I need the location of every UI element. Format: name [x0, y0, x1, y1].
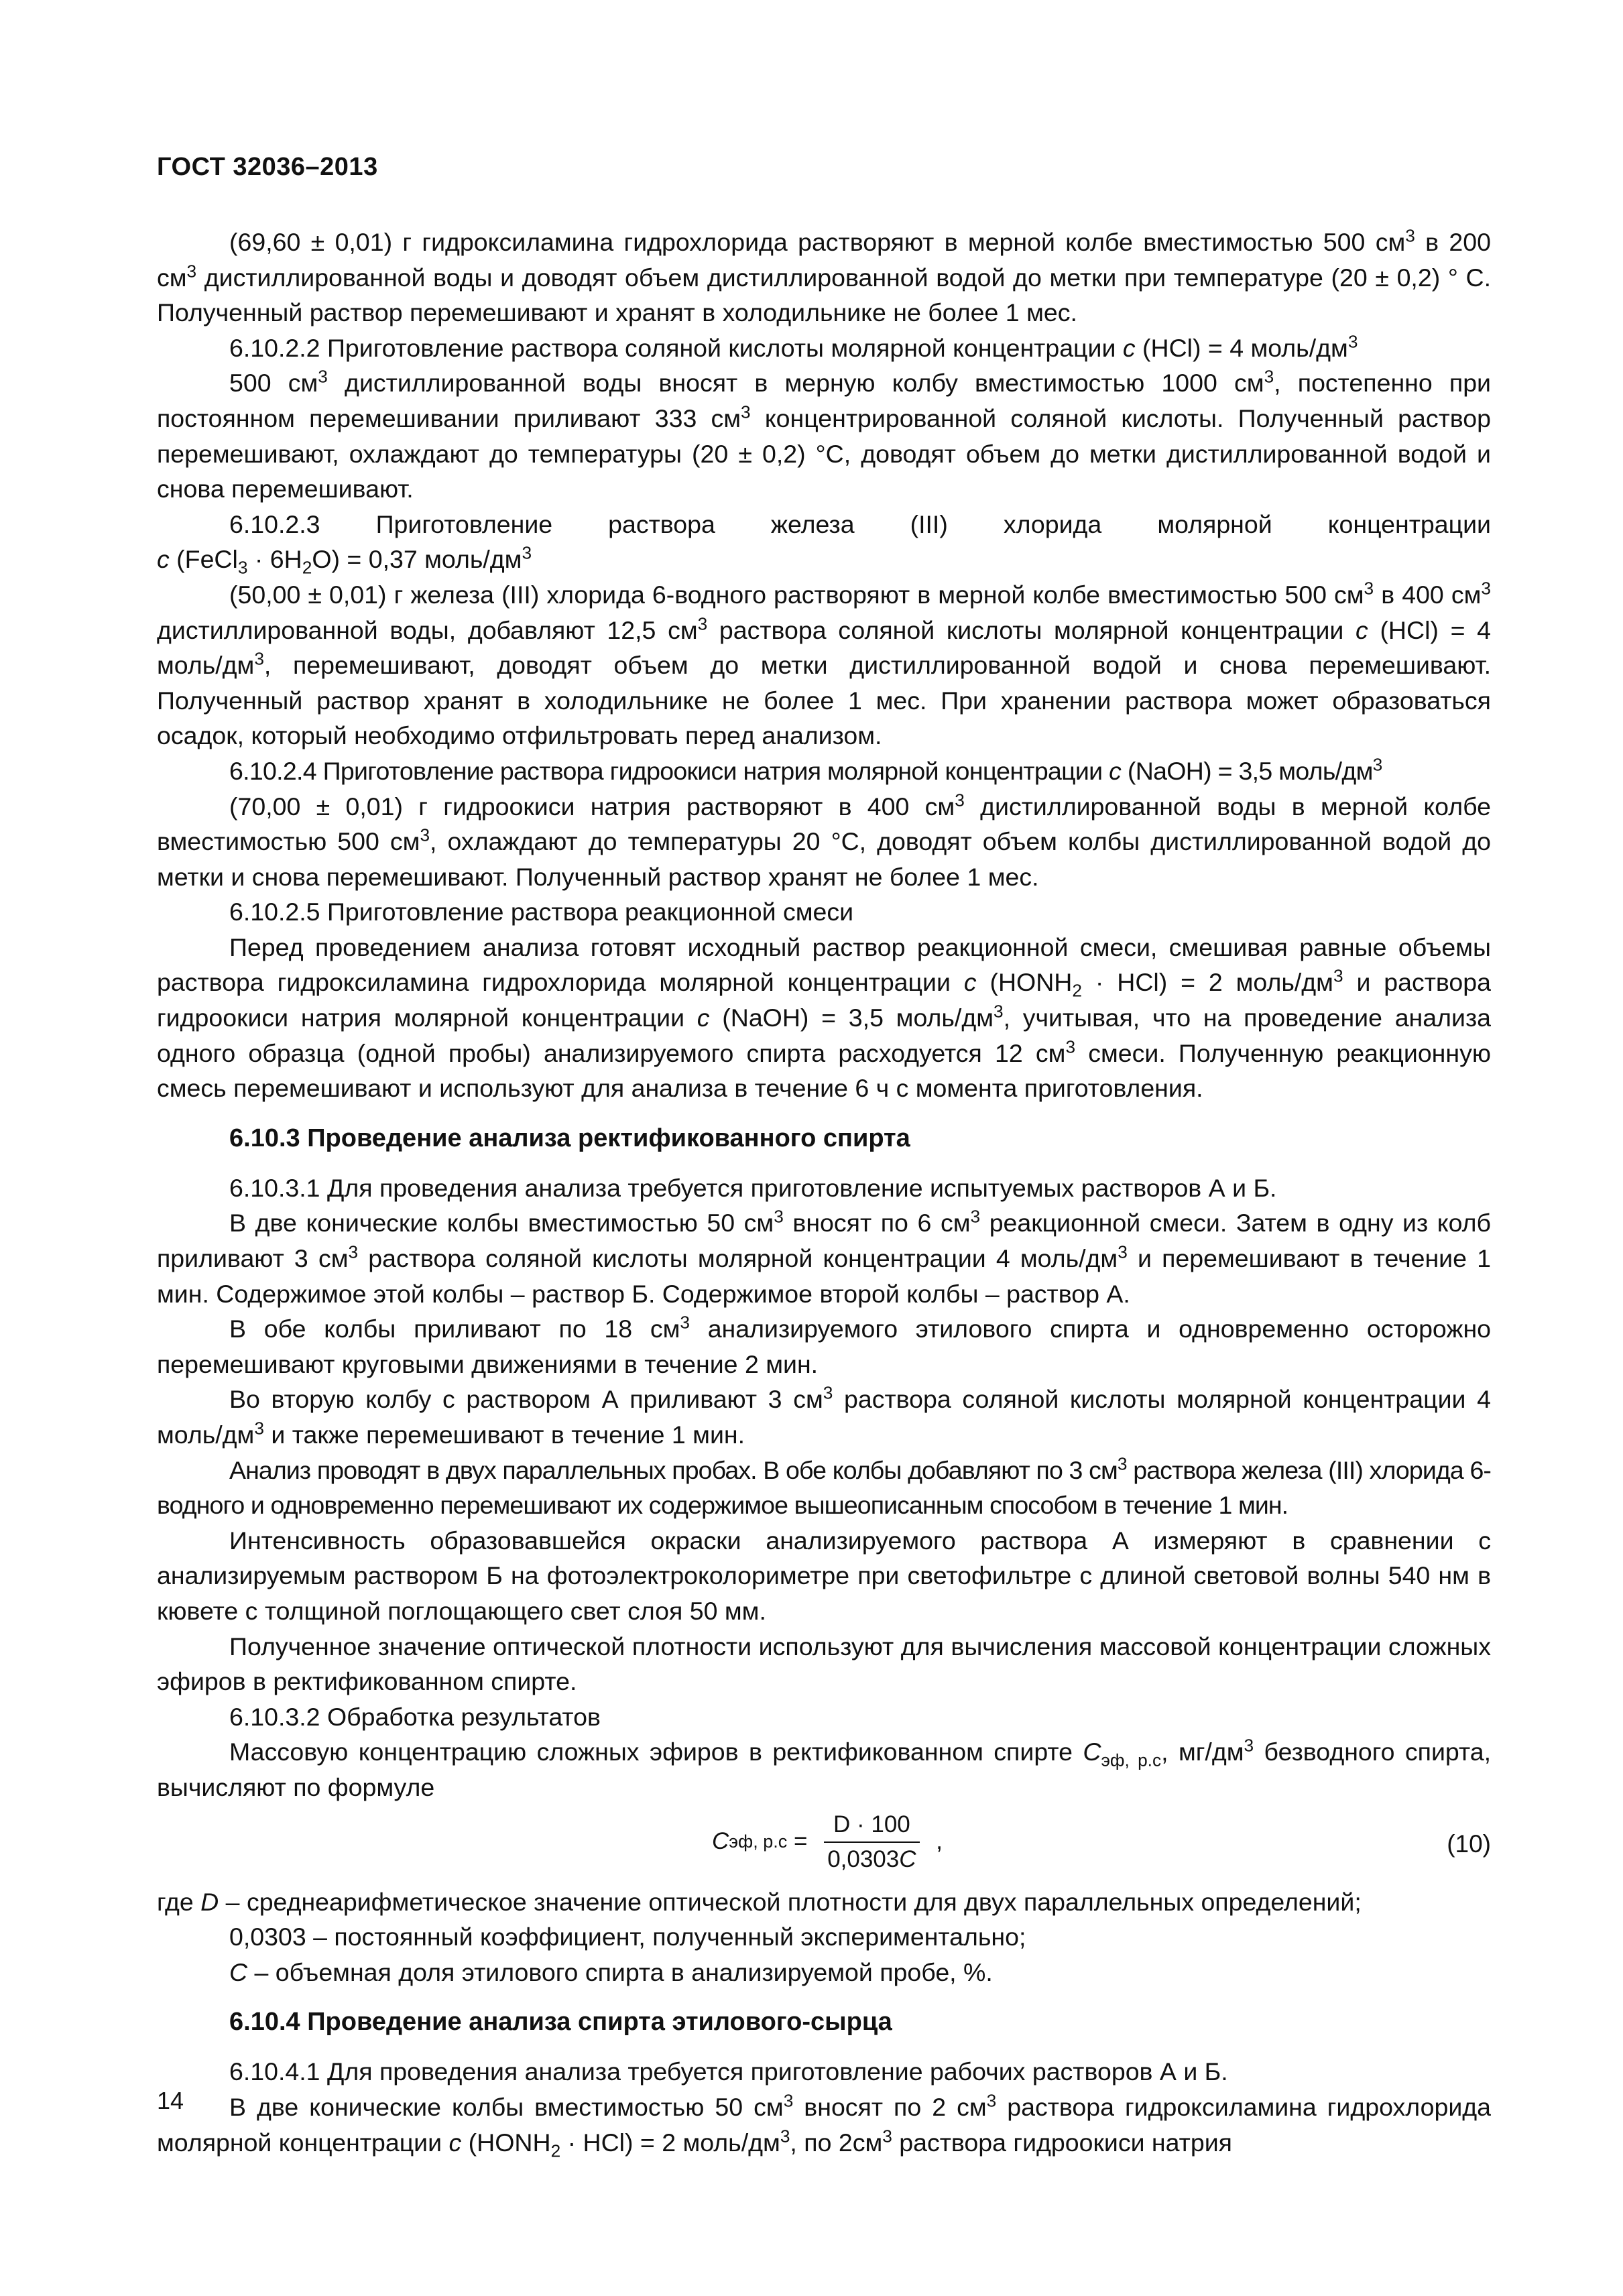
text-run: (NaOH) = 3,5 моль/дм	[709, 1004, 994, 1032]
formula	[712, 1809, 943, 1875]
formula-fraction	[818, 1809, 925, 1875]
text-run: Анализ проводят в двух параллельных пробах. В обе колбы добавляют по 3 см	[229, 1455, 1118, 1484]
paragraph	[157, 1734, 1491, 1805]
text-run: дистиллированной воды и доводят объем дистиллированной водой до метки при температуре (20 ± 0,2) ° С. Полученный раствор перемешивают и хранят в холодильнике не более 1 мес.	[157, 263, 1491, 327]
formula-numerator	[824, 1809, 920, 1843]
formula-lhs: C	[712, 1828, 729, 1855]
superscript: 3	[823, 1382, 833, 1403]
superscript: 3	[1118, 1242, 1128, 1262]
superscript: 3	[680, 1312, 690, 1333]
text-run: – среднеарифметическое значение оптической плотности для двух параллельных определений;	[219, 1887, 1362, 1916]
text-run: 6.10.2.2 Приготовление раствора соляной кислоты молярной концентрации	[229, 333, 1123, 362]
text-run: · 6H	[247, 545, 302, 574]
document-code-header: ГОСТ 32036–2013	[157, 153, 378, 181]
text-run: 6.10.2.4 Приготовление раствора гидроокиси натрия молярной концентрации	[229, 756, 1109, 785]
variable: C	[229, 1957, 248, 1986]
text-run: и раствора гидроокиси натрия молярной концентрации	[157, 968, 1491, 1032]
superscript: 3	[1065, 1036, 1076, 1057]
text-run: В обе колбы приливают по 18 см	[229, 1315, 680, 1343]
text-run: Во вторую колбу с раствором А приливают 3 см	[229, 1385, 823, 1414]
superscript: 3	[1347, 331, 1358, 352]
text-run: Массовую концентрацию сложных эфиров в ректификованном спирте	[229, 1738, 1083, 1766]
superscript: 3	[1481, 578, 1491, 599]
variable: c	[157, 545, 170, 574]
superscript: 3	[186, 261, 197, 282]
text-run: концентрированной соляной кислоты. Полученный раствор перемешивают, охлаждают до температуры (20 ± 0,2) °С, доводят объем до метки дистиллированной водой и снова перемешивают.	[157, 404, 1491, 503]
equation-number: (10)	[1447, 1829, 1491, 1858]
paragraph	[157, 577, 1491, 753]
paragraph	[157, 1955, 1491, 1990]
denominator-number: 0,0303	[827, 1846, 900, 1872]
text-run: , мг/дм	[1161, 1738, 1244, 1766]
superscript: 3	[1264, 366, 1274, 387]
text-run: раствора гидроокиси натрия	[892, 2128, 1232, 2157]
text-run: реакционной смеси. Затем в одну из колб приливают 3 см	[157, 1209, 1491, 1273]
paragraph	[157, 930, 1491, 1106]
text-run: 6.10.2.3 Приготовление раствора железа (III) хлорида молярной концентрации	[229, 509, 1491, 538]
paragraph: 6.10.2.5 Приготовление раствора реакционной смеси	[229, 898, 854, 926]
superscript: 3	[970, 1206, 981, 1227]
superscript: 3	[882, 2126, 892, 2146]
superscript: 3	[741, 402, 751, 422]
superscript: 3	[697, 613, 708, 634]
paragraph	[157, 365, 1491, 506]
text-run: · HCl) = 2 моль/дм	[1081, 968, 1333, 997]
text-run: (HONH	[976, 968, 1073, 997]
section-heading: 6.10.4 Проведение анализа спирта этилового-сырца	[229, 2008, 892, 2037]
variable: c	[1356, 615, 1368, 644]
paragraph	[157, 507, 1491, 542]
variable: c	[1109, 756, 1122, 785]
variable: c	[1122, 333, 1136, 362]
text-run: раствора железа (III) хлорида 6-водного и одновременно перемешивают их содержимое вышеописанным способом в течение 1 мин.	[157, 1455, 1491, 1520]
superscript: 3	[318, 366, 328, 387]
superscript: 3	[522, 542, 532, 563]
text-run: (69,60 ± 0,01) г гидроксиламина гидрохлорида растворяют в мерной колбе вместимостью 500 см	[229, 228, 1406, 256]
superscript: 3	[783, 2090, 794, 2111]
superscript: 3	[1244, 1735, 1254, 1756]
variable: c	[697, 1004, 710, 1032]
paragraph	[157, 1884, 1491, 1920]
text-run: (50,00 ± 0,01) г железа (III) хлорида 6-водного растворяют в мерной колбе вместимостью 500 см	[229, 580, 1364, 609]
text-run: дистиллированной воды, добавляют 12,5 см	[157, 615, 698, 644]
superscript: 3	[420, 825, 430, 845]
paragraph	[157, 2090, 1491, 2160]
paragraph	[157, 1453, 1491, 1523]
subscript: 3	[237, 557, 248, 578]
paragraph: 6.10.3.2 Обработка результатов	[229, 1702, 601, 1731]
text-run: и перемешивают в течение 1 мин. Содержимое этой колбы – раствор Б. Содержимое второй колбы – раствор А.	[157, 1244, 1492, 1308]
subscript: 2	[302, 557, 312, 578]
superscript: 3	[986, 2090, 997, 2111]
text-run: В две конические колбы вместимостью 50 см	[229, 2092, 784, 2121]
text-run: (HCl) = 4 моль/дм	[157, 615, 1492, 680]
text-run: раствора соляной кислоты молярной концентрации	[707, 615, 1356, 644]
paragraph: Интенсивность образовавшейся окраски анализируемого раствора А измеряют в сравнении с анализируемым раствором Б на фотоэлектроколориметре при светофильтре с длиной световой волны 540 нм в кювете с толщиной поглощающего свет слоя 50 мм.	[157, 1526, 1491, 1625]
text-run: дистиллированной воды в мерной колбе вместимостью 500 см	[157, 792, 1491, 856]
paragraph	[157, 1205, 1491, 1311]
denominator-variable: C	[899, 1846, 916, 1872]
text-run: вносят по 2 см	[793, 2092, 987, 2121]
text-run: (FeCl	[169, 545, 238, 574]
variable: D	[200, 1887, 219, 1916]
text-run: раствора соляной кислоты молярной концентрации 4 моль/дм	[358, 1244, 1118, 1273]
text-run: Перед проведением анализа готовят исходный раствор реакционной смеси, смешивая равные объемы раствора гидроксиламина гидрохлорида молярной концентрации	[157, 932, 1491, 997]
subscript: 2	[550, 2140, 561, 2161]
text-run: вносят по 6 см	[783, 1209, 971, 1237]
paragraph: 6.10.4.1 Для проведения анализа требуется приготовление рабочих растворов А и Б.	[229, 2057, 1228, 2086]
superscript: 3	[774, 1206, 784, 1227]
text-run: в 200 см	[157, 228, 1492, 292]
paragraph: 0,0303 – постоянный коэффициент, полученный экспериментально;	[229, 1923, 1026, 1951]
text-run: · HCl) = 2 моль/дм	[560, 2128, 780, 2157]
superscript: 3	[1333, 965, 1343, 986]
text-run: , по 2см	[790, 2128, 883, 2157]
paragraph	[157, 1382, 1491, 1452]
text-run: , учитывая, что на проведение анализа одного образца (одной пробы) анализируемого спирта расходуется 12 см	[157, 1004, 1491, 1067]
variable: C	[1083, 1738, 1101, 1766]
paragraph: Полученное значение оптической плотности используют для вычисления массовой концентрации сложных эфиров в ректификованном спирте.	[157, 1632, 1491, 1696]
superscript: 3	[1372, 754, 1382, 775]
text-run: и также перемешивают в течение 1 мин.	[263, 1421, 745, 1449]
formula-denominator	[818, 1843, 925, 1875]
paragraph	[157, 789, 1491, 895]
paragraph: 6.10.3.1 Для проведения анализа требуется приготовление испытуемых растворов А и Б.	[229, 1173, 1277, 1202]
paragraph-continuation	[157, 542, 1491, 577]
text-run: раствора соляной кислоты молярной концентрации 4 моль/дм	[157, 1385, 1491, 1449]
superscript: 3	[254, 1418, 264, 1439]
text-run: где	[157, 1887, 201, 1916]
superscript: 3	[780, 2126, 790, 2146]
text-run: (HCl) = 4 моль/дм	[1135, 333, 1348, 362]
superscript: 3	[1117, 1453, 1127, 1474]
text-run: – объемная доля этилового спирта в анализируемой пробе, %.	[247, 1957, 993, 1986]
document-body	[157, 225, 1491, 2160]
formula-comma: ,	[929, 1828, 943, 1855]
numerator-text: D · 100	[833, 1811, 910, 1837]
paragraph	[157, 330, 1491, 366]
formula-block	[157, 1809, 1491, 1880]
superscript: 3	[1405, 225, 1415, 246]
text-run: , охлаждают до температуры 20 °С, доводят объем колбы дистиллированной водой до метки и снова перемешивают. Полученный раствор хранят не более 1 мес.	[157, 827, 1491, 891]
text-run: (NaOH) = 3,5 моль/дм	[1121, 756, 1373, 785]
paragraph	[157, 753, 1491, 789]
text-run: , постепенно при постоянном перемешивании приливают 333 см	[157, 369, 1492, 432]
variable: c	[448, 2128, 462, 2157]
text-run: смеси. Полученную реакционную смесь перемешивают и используют для анализа в течение 6 ч с момента приготовления.	[157, 1038, 1491, 1103]
superscript: 3	[994, 1001, 1004, 1022]
text-run: (HONH	[461, 2128, 551, 2157]
text-run: В две конические колбы вместимостью 50 см	[229, 1209, 774, 1237]
text-run: дистиллированной воды вносят в мерную колбу вместимостью 1000 см	[327, 369, 1264, 398]
paragraph	[157, 225, 1491, 330]
subscript: эф, р.с	[1101, 1750, 1162, 1770]
superscript: 3	[348, 1242, 359, 1262]
formula-lhs-subscript: эф, р.с	[729, 1831, 788, 1852]
text-run: , перемешивают, доводят объем до метки дистиллированной водой и снова перемешивают. Полученный раствор хранят в холодильнике не более 1 мес. При хранении раствора может образоваться осадок, который необходимо отфильтровать перед анализом.	[157, 651, 1491, 750]
section-heading: 6.10.3 Проведение анализа ректификованного спирта	[229, 1124, 910, 1152]
superscript: 3	[254, 648, 264, 669]
formula-equals: =	[787, 1828, 815, 1855]
variable: c	[963, 968, 977, 997]
superscript: 3	[955, 790, 965, 810]
paragraph	[157, 1311, 1491, 1382]
text-run: безводного спирта, вычисляют по формуле	[157, 1738, 1491, 1801]
page-number: 14	[157, 2087, 184, 2114]
text-run: анализируемого этилового спирта и одновременно осторожно перемешивают круговыми движениями в течение 2 мин.	[157, 1315, 1492, 1378]
superscript: 3	[1364, 578, 1374, 599]
text-run: (70,00 ± 0,01) г гидроокиси натрия растворяют в 400 см	[229, 792, 955, 821]
subscript: 2	[1072, 980, 1082, 1001]
text-run: раствора гидроксиламина гидрохлорида молярной концентрации	[157, 2092, 1491, 2157]
text-run: 500 см	[229, 369, 318, 398]
text-run: в 400 см	[1374, 580, 1482, 609]
text-run: O) = 0,37 моль/дм	[312, 545, 522, 574]
